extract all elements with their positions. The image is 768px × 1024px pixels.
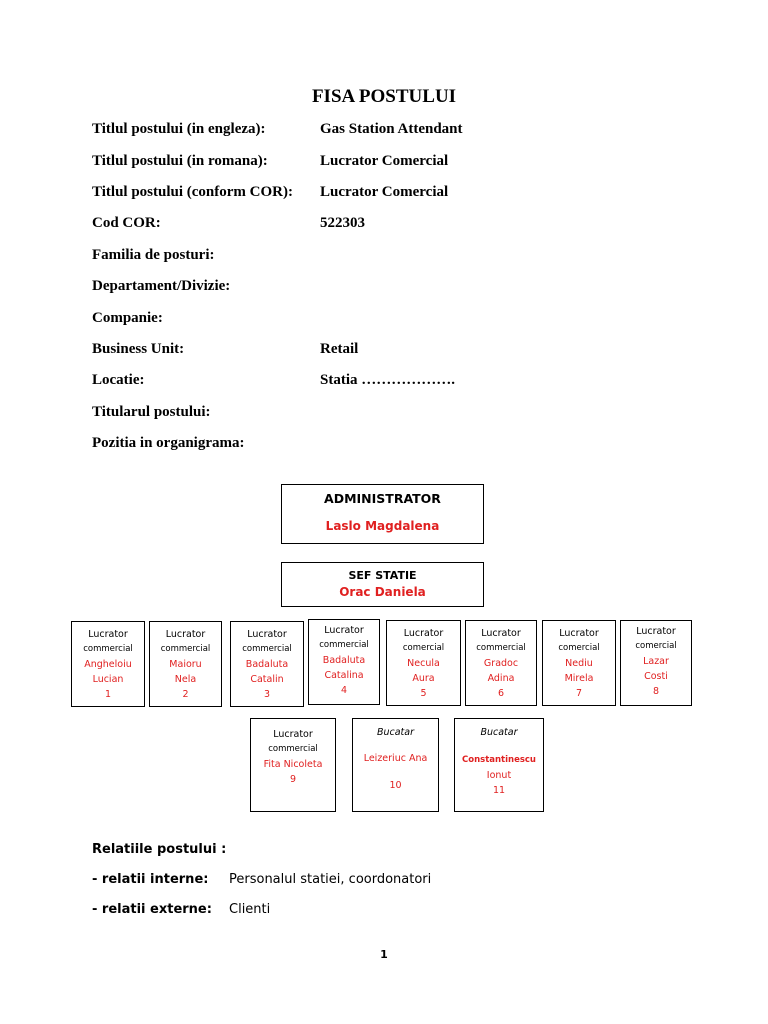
org-box-name: Orac Daniela bbox=[339, 585, 426, 599]
org-box-subtitle: commercial bbox=[242, 644, 292, 654]
field-value-cod-cor: 522303 bbox=[320, 215, 365, 231]
org-box-worker-2 bbox=[149, 621, 222, 707]
org-box-worker-9 bbox=[250, 718, 336, 812]
relations-internal-value: Personalul statiei, coordonatori bbox=[229, 872, 432, 887]
org-box-name: Angheloiu bbox=[84, 659, 132, 670]
org-box-worker-1 bbox=[71, 621, 145, 707]
org-box-worker-7 bbox=[542, 620, 616, 706]
field-label-pozitie: Pozitia in organigrama: bbox=[92, 435, 245, 451]
org-box-name: Gradoc bbox=[483, 658, 519, 669]
org-box-title: Lucrator bbox=[88, 629, 128, 640]
org-box-title: SEF STATIE bbox=[348, 569, 417, 582]
org-box-title: Lucrator bbox=[247, 629, 287, 640]
org-box-subtitle: commercial bbox=[476, 643, 526, 653]
org-box-administrator bbox=[281, 484, 484, 544]
document-title: FISA POSTULUI bbox=[311, 86, 457, 107]
relations-external-label: - relatii externe: bbox=[92, 902, 212, 917]
org-box-worker-6 bbox=[465, 620, 537, 706]
org-box-name: Nela bbox=[174, 674, 197, 685]
org-box-name: Fita Nicoleta bbox=[263, 759, 323, 770]
org-box-number: 10 bbox=[389, 780, 402, 791]
org-box-worker-3 bbox=[230, 621, 304, 707]
org-box-title: Lucrator bbox=[481, 628, 521, 639]
org-box-name: Lucian bbox=[92, 674, 124, 685]
org-box-number: 9 bbox=[289, 774, 297, 785]
org-box-subtitle: comercial bbox=[635, 641, 677, 651]
org-box-subtitle: commercial bbox=[160, 644, 211, 654]
page-number: 1 bbox=[380, 948, 388, 961]
org-box-number: 6 bbox=[497, 688, 505, 699]
org-box-name: Mirela bbox=[564, 673, 594, 684]
org-box-name: Ionut bbox=[486, 770, 512, 781]
org-box-name: Necula bbox=[407, 658, 440, 669]
org-box-title: Lucrator bbox=[403, 628, 444, 639]
org-box-title: Lucrator bbox=[165, 629, 206, 640]
org-box-subtitle: commercial bbox=[83, 644, 133, 654]
org-box-worker-10 bbox=[352, 718, 439, 812]
field-label-title-en: Titlul postului (in engleza): bbox=[92, 121, 266, 137]
org-box-number: 1 bbox=[104, 689, 112, 700]
org-box-number: 4 bbox=[340, 685, 348, 696]
org-box-subtitle: commercial bbox=[268, 744, 318, 754]
field-value-business-unit: Retail bbox=[320, 341, 359, 357]
org-box-worker-8 bbox=[620, 620, 692, 706]
org-box-name: Aura bbox=[412, 673, 435, 684]
org-box-number: 2 bbox=[182, 689, 189, 700]
org-box-name: Badaluta bbox=[322, 655, 366, 666]
org-box-subtitle: commercial bbox=[319, 640, 369, 650]
relations-external-value: Clienti bbox=[229, 902, 271, 917]
org-box-subtitle: comercial bbox=[558, 643, 600, 653]
org-box-title: Lucrator bbox=[559, 628, 599, 639]
org-box-name: Leizeriuc Ana bbox=[363, 753, 428, 764]
org-box-title: Bucatar bbox=[376, 727, 415, 738]
org-box-name: Catalina bbox=[324, 670, 364, 681]
org-box-title: ADMINISTRATOR bbox=[324, 491, 441, 506]
org-box-name: Maioru bbox=[169, 659, 202, 670]
org-box-name: Badaluta bbox=[245, 659, 289, 670]
org-box-sef-statie bbox=[281, 562, 484, 607]
org-box-number: 11 bbox=[492, 785, 506, 796]
org-box-name: Costi bbox=[644, 671, 668, 682]
org-box-title: Lucrator bbox=[273, 729, 313, 740]
field-label-companie: Companie: bbox=[92, 310, 163, 326]
field-label-cod-cor: Cod COR: bbox=[92, 215, 161, 231]
org-box-name: Adina bbox=[487, 673, 515, 684]
field-label-title-cor: Titlul postului (conform COR): bbox=[92, 184, 293, 200]
org-box-name: Laslo Magdalena bbox=[325, 519, 440, 533]
field-label-titular: Titularul postului: bbox=[92, 404, 211, 420]
org-box-name: Nediu bbox=[565, 658, 593, 669]
field-label-locatie: Locatie: bbox=[92, 372, 145, 388]
field-value-title-cor: Lucrator Comercial bbox=[320, 184, 449, 200]
org-box-title: Lucrator bbox=[324, 625, 364, 636]
relations-internal-label: - relatii interne: bbox=[92, 872, 209, 887]
field-value-locatie: Statia ………………. bbox=[320, 372, 455, 388]
org-box-number: 8 bbox=[652, 686, 660, 697]
org-box-number: 5 bbox=[420, 688, 427, 699]
org-box-name: Constantinescu bbox=[462, 755, 536, 765]
field-label-title-ro: Titlul postului (in romana): bbox=[92, 153, 268, 169]
field-label-business-unit: Business Unit: bbox=[92, 341, 185, 357]
org-box-number: 3 bbox=[263, 689, 271, 700]
field-value-title-en: Gas Station Attendant bbox=[320, 121, 463, 137]
org-box-subtitle: comercial bbox=[402, 643, 445, 653]
org-box-worker-5 bbox=[386, 620, 461, 706]
org-box-worker-4 bbox=[308, 619, 380, 705]
org-box-title: Bucatar bbox=[480, 727, 518, 738]
field-value-title-ro: Lucrator Comercial bbox=[320, 153, 449, 169]
org-box-number: 7 bbox=[575, 688, 583, 699]
org-box-name: Catalin bbox=[250, 674, 284, 685]
field-label-departament: Departament/Divizie: bbox=[92, 278, 231, 294]
org-box-title: Lucrator bbox=[636, 626, 676, 637]
field-label-familia: Familia de posturi: bbox=[92, 247, 215, 263]
relations-heading: Relatiile postului : bbox=[92, 842, 227, 857]
org-box-worker-11 bbox=[454, 718, 544, 812]
org-box-name: Lazar bbox=[643, 656, 669, 667]
